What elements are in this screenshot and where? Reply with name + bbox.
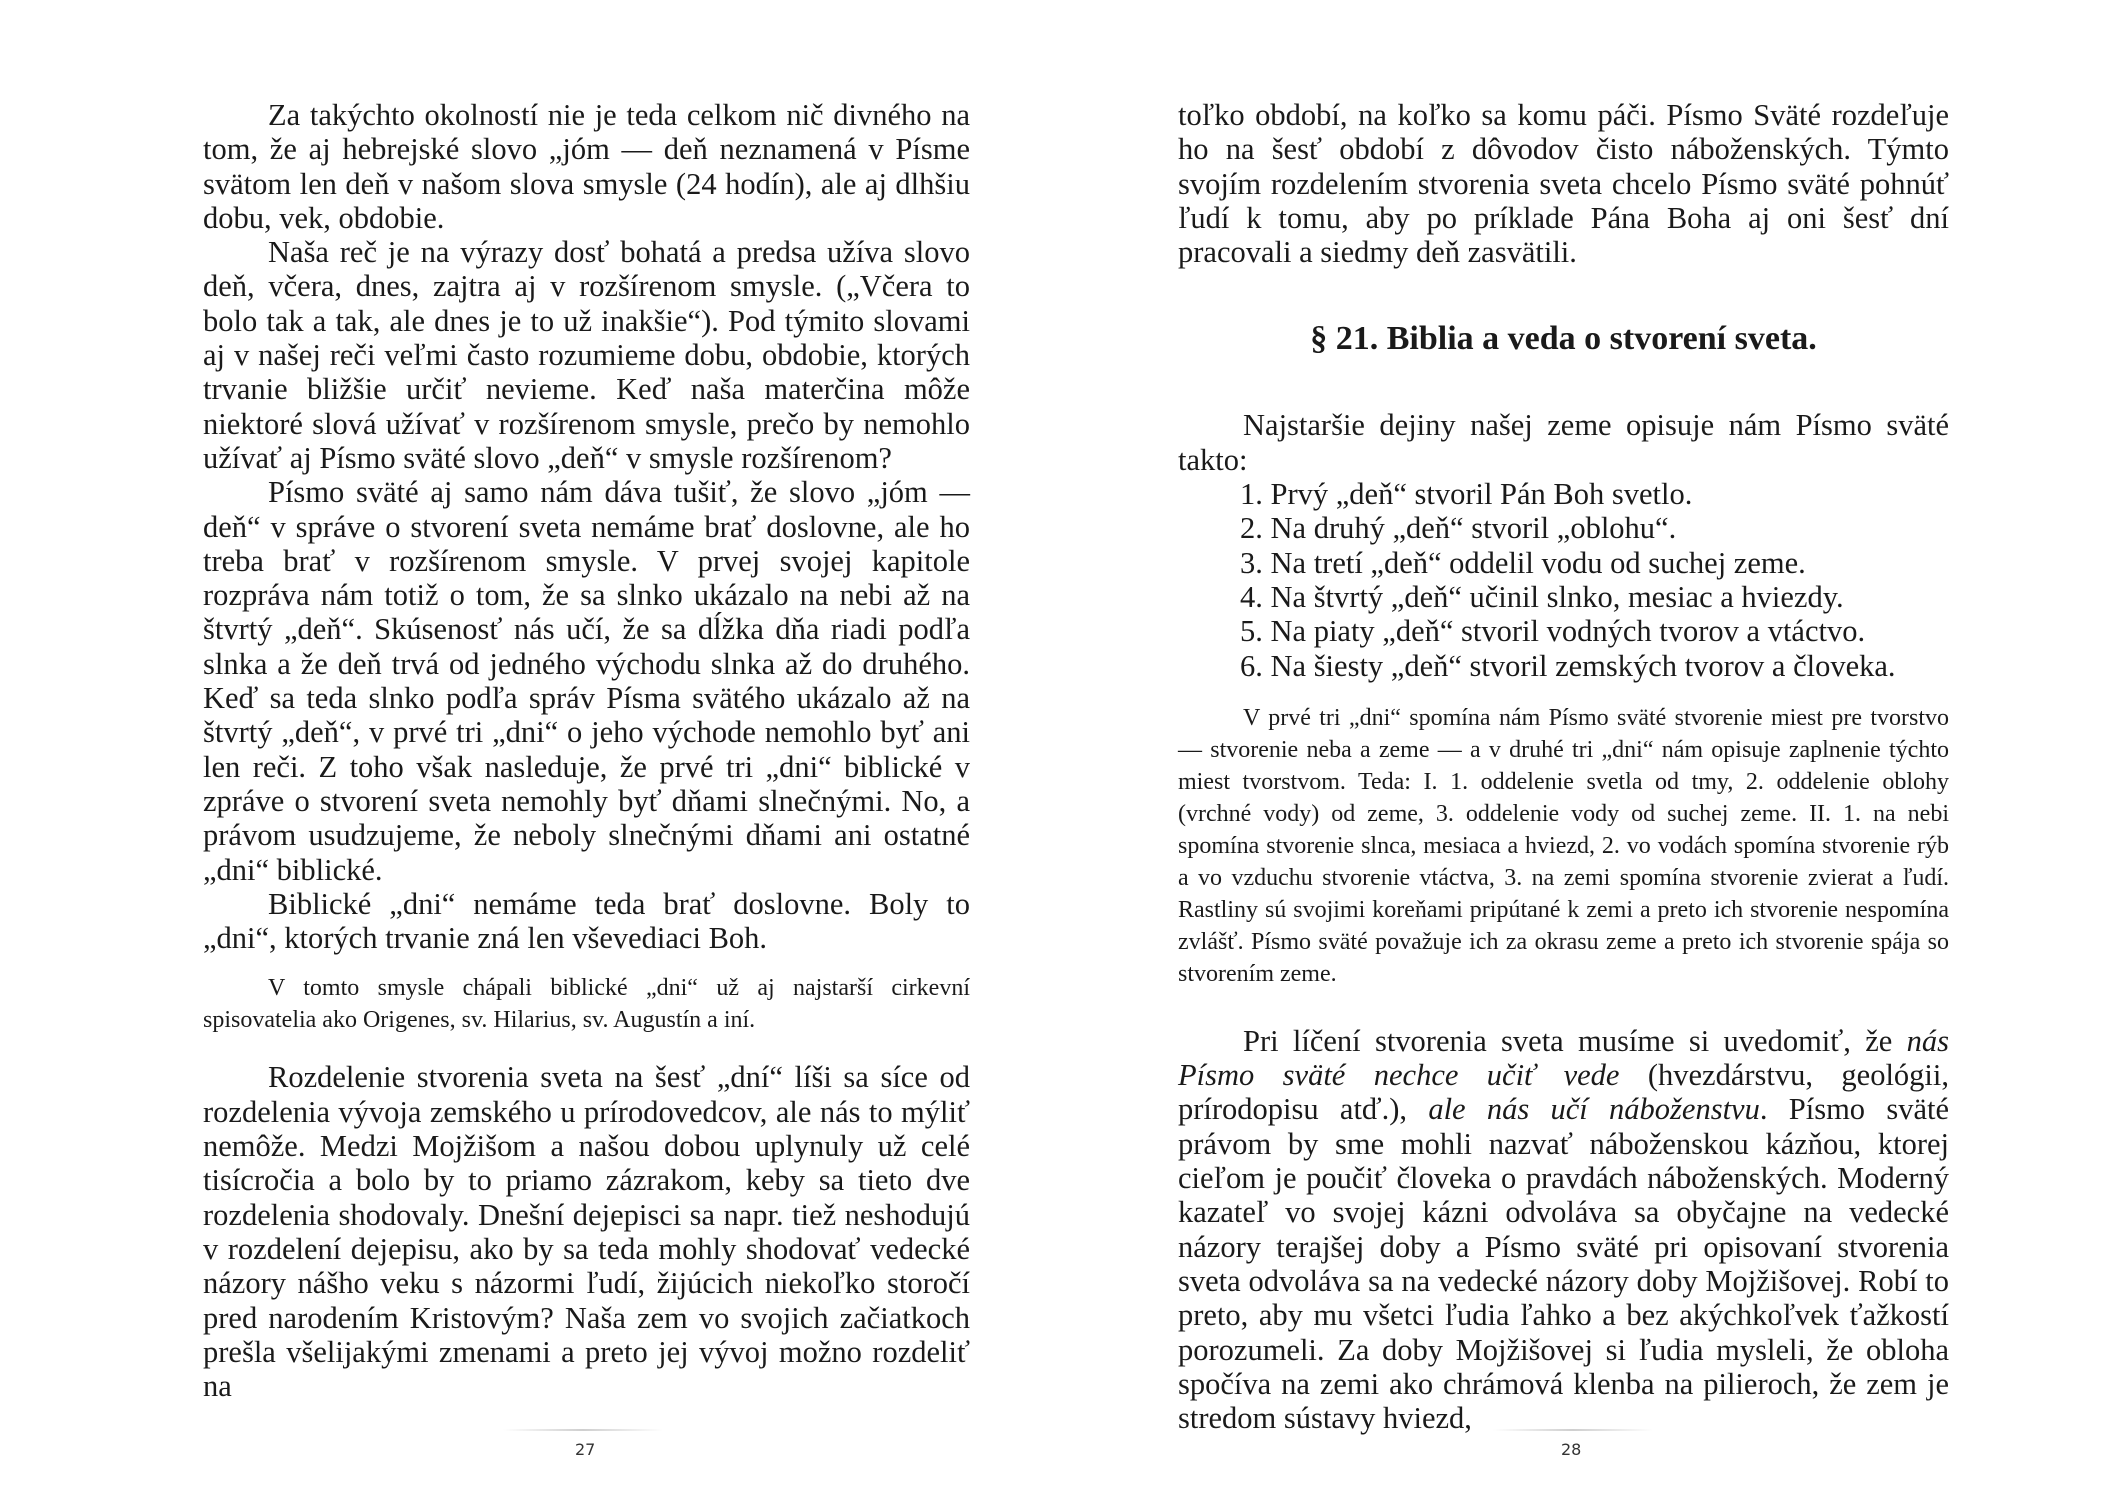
footer-rule xyxy=(1493,1429,1653,1431)
paragraph: Najstaršie dejiny našej zeme opisuje nám Písmo sväté takto: xyxy=(1178,408,1949,477)
italic-text: ale nás učí náboženstvu xyxy=(1428,1092,1760,1127)
paragraph: Za takýchto okolností nie je teda celkom nič divného na tom, že aj hebrejské slovo „jóm — deň neznamená v Písme svätom len deň v našom slova smysle (24 hodín), ale aj dlhšiu dobu, vek, obdobie. xyxy=(203,98,970,235)
list-item: 2. Na druhý „deň“ stvoril „oblohu“. xyxy=(1240,511,1677,546)
paragraph: Naša reč je na výrazy dosť bohatá a predsa užíva slovo deň, včera, dnes, zajtra aj v rozšírenom smysle. („Včera to bolo tak a tak, ale dnes je to už inakšie“). Pod týmito slovami aj v našej reči veľmi často rozumieme dobu, obdobie, ktorých trvanie bližšie určiť nevieme. Keď naša materčina môže niektoré slová užívať v rozšírenom smysle, prečo by nemohlo užívať aj Písmo sväté slovo „deň“ v smysle rozšírenom? xyxy=(203,235,970,475)
page-footer xyxy=(1061,1426,2122,1476)
list-item: 5. Na piaty „deň“ stvoril vodných tvorov a vtáctvo. xyxy=(1240,614,1866,649)
right-text-column xyxy=(1178,98,1949,1435)
paragraph: toľko období, na koľko sa komu páči. Písmo Sväté rozdeľuje ho na šesť období z dôvodov čisto náboženských. Týmto svojím rozdelením stvorenia sveta chcelo Písmo sväté pohnúť ľudí k tomu, aby po príklade Pána Boha aj oni šesť dní pracovali a siedmy deň zasvätili. xyxy=(1178,98,1949,270)
section-heading: § 21. Biblia a veda o stvorení sveta. xyxy=(1310,320,1817,358)
creation-days-list xyxy=(1178,477,1949,683)
page-number: 27 xyxy=(575,1440,596,1459)
page-footer xyxy=(0,1426,1061,1476)
list-item: 1. Prvý „deň“ stvoril Pán Boh svetlo. xyxy=(1240,477,1693,512)
list-item: 3. Na tretí „deň“ oddelil vodu od suchej zeme. xyxy=(1240,545,1806,580)
footer-rule xyxy=(503,1429,663,1431)
left-text-column xyxy=(203,98,970,1403)
italic-text: nás Písmo sväté nechce učiť vede xyxy=(1178,1023,1949,1093)
page-number: 28 xyxy=(1561,1440,1582,1459)
right-page xyxy=(1061,0,2122,1500)
text-run: . Písmo sväté právom by sme mohli nazvať náboženskou kázňou, ktorej cieľom je poučiť človeka o pravdách náboženských. Moderný kazateľ vo svojej kázni odvoláva sa obyčajne na vedecké názory terajšej doby a Písmo sväté pri opisovaní stvorenia sveta odvoláva sa na vedecké názory doby Mojžišovej. Robí to preto, aby mu všetci ľudia ľahko a bez akýchkoľvek ťažkostí porozumeli. Za doby Mojžišovej si ľudia mysleli, že obloha spočíva na zemi ako chrámová klenba na pilieroch, že zem je stredom sústavy hviezd, xyxy=(1178,1092,1949,1436)
paragraph: Rozdelenie stvorenia sveta na šesť „dní“ líši sa síce od rozdelenia vývoja zemského u prírodovedcov, ale nás to mýliť nemôže. Medzi Mojžišom a našou dobou uplynuly už celé tisícročia a bolo by to priamo zázrakom, keby sa tieto dve rozdelenia shodovaly. Dnešní dejepisci sa napr. tiež neshodujú v rozdelení dejepisu, ako by sa teda mohly shodovať vedecké názory nášho veku s názormi ľudí, žijúcich niekoľko storočí pred narodením Kristovým? Naša zem vo svojich začiatkoch prešla všelijakými zmenami a preto jej vývoj možno rozdeliť na xyxy=(203,1060,970,1404)
small-print-note: V tomto smysle chápali biblické „dni“ už aj najstarší cirkevní spisovatelia ako Origenes, sv. Hilarius, sv. Augustín a iní. xyxy=(203,975,970,1034)
text-run: (hvezdárstvu, geológii, prírodopisu atď.), xyxy=(1178,1058,1949,1127)
text-run: Pri líčení stvorenia sveta musíme si uvedomiť, že xyxy=(1243,1023,1907,1058)
paragraph: Písmo sväté aj samo nám dáva tušiť, že slovo „jóm — deň“ v správe o stvorení sveta nemáme brať doslovne, ale ho treba brať v rozšírenom smysle. V prvej svojej kapitole rozpráva nám totiž o tom, že sa slnko ukázalo na nebi až na štvrtý „deň“. Skúsenosť nás učí, že sa dĺžka dňa riadi podľa slnka a že deň trvá od jedného východu slnka až do druhého. Keď sa teda slnko podľa správ Písma svätého ukázalo až na štvrtý „deň“, v prvé tri „dni“ o jeho východe nemohlo byť ani len reči. Z toho však nasleduje, že prvé tri „dni“ biblické v zpráve o stvorení sveta nemohly byť dňami slnečnými. No, a právom usudzujeme, že neboly slnečnými dňami ani ostatné „dni“ biblické. xyxy=(203,475,970,887)
paragraph: Biblické „dni“ nemáme teda brať doslovne. Boly to „dni“, ktorých trvanie zná len vševediaci Boh. xyxy=(203,886,970,956)
small-print-note: V prvé tri „dni“ spomína nám Písmo sväté stvorenie miest pre tvorstvo — stvorenie neba a zeme — a v druhé tri „dni“ nám opisuje zaplnenie týchto miest tvorstvom. Teda: I. 1. oddelenie svetla od tmy, 2. oddelenie oblohy (vrchné vody) od zeme, 3. oddelenie vody od suchej zeme. II. 1. na nebi spomína stvorenie slnca, mesiaca a hviezd, 2. vo vodách spomína stvorenie rýb a vo vzduchu stvorenie vtáctva, 3. na zemi spomína stvorenie zvierat a ľudí. Rastliny sú svojimi koreňami pripútané k zemi a preto ich stvorenie nespomína zvlášť. Písmo sväté považuje ich za okrasu zeme a preto ich stvorenie spája so stvorením zeme. xyxy=(1178,704,1949,987)
list-item: 4. Na štvrtý „deň“ učinil slnko, mesiac a hviezdy. xyxy=(1240,579,1844,614)
paragraph xyxy=(1178,1024,1949,1436)
list-item: 6. Na šiesty „deň“ stvoril zemských tvorov a človeka. xyxy=(1240,648,1896,683)
